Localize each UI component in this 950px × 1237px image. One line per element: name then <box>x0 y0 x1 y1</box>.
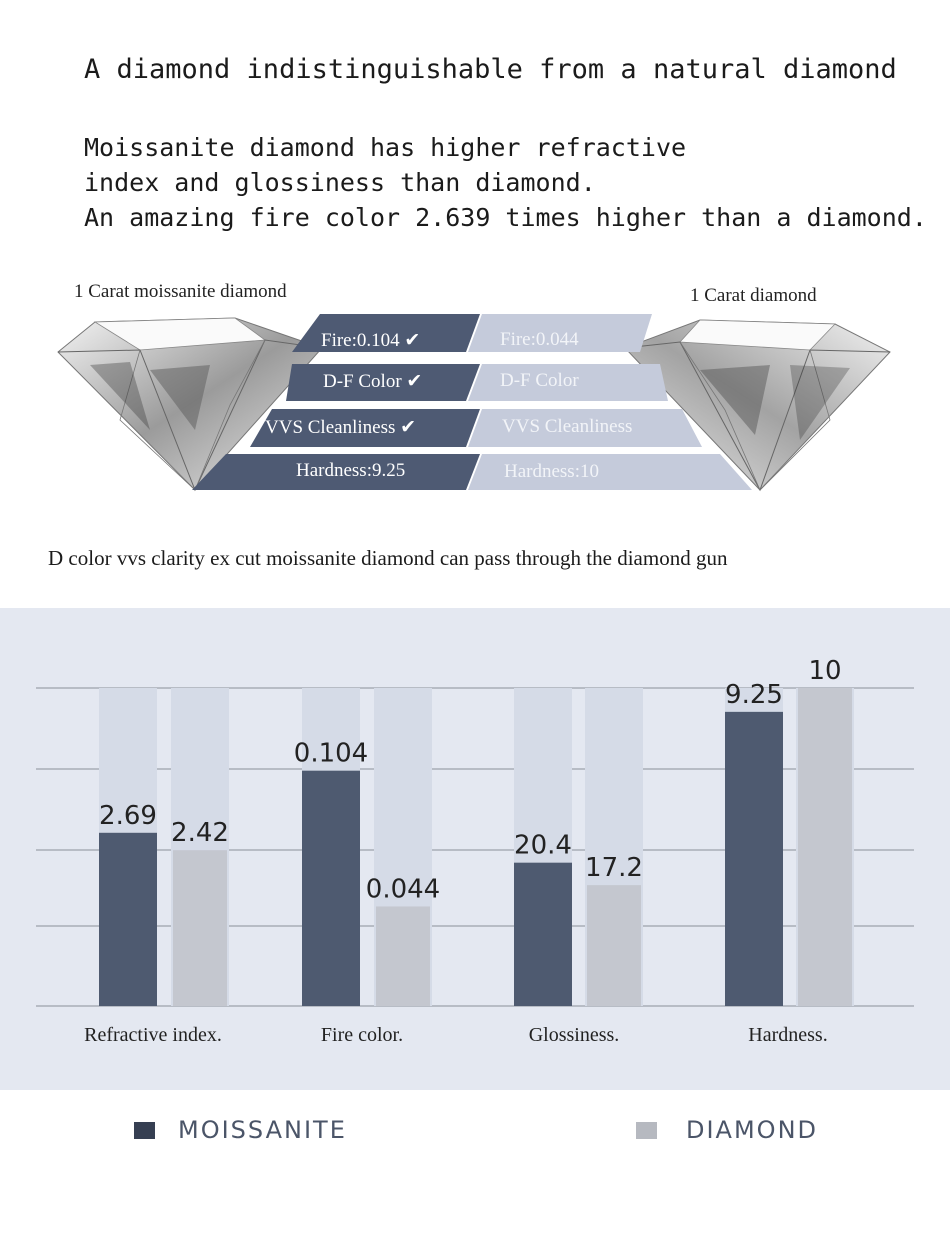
bar-diamond <box>376 906 430 1006</box>
intro-line: An amazing fire color 2.639 times higher than a diamond. <box>84 203 927 232</box>
data-label-moissanite: 20.4 <box>514 830 572 861</box>
data-label-diamond: 17.2 <box>585 853 643 884</box>
hardness-moissanite: Hardness:9.25 <box>296 460 406 481</box>
diamond-title: 1 Carat diamond <box>690 285 817 306</box>
fire-moissanite: Fire:0.104 ✔ <box>321 330 421 351</box>
bar-moissanite <box>99 833 157 1006</box>
bar-diamond <box>587 885 641 1006</box>
category-label: Hardness. <box>748 1024 828 1046</box>
comparison-graphic <box>0 310 950 500</box>
data-label-diamond: 0.044 <box>365 874 441 905</box>
data-label-diamond: 10 <box>808 656 842 686</box>
legend-swatch-diamond <box>636 1122 657 1139</box>
data-label-moissanite: 2.69 <box>99 800 157 831</box>
intro-text <box>84 130 927 235</box>
bar-chart <box>0 608 950 1090</box>
legend-label-moissanite: MOISSANITE <box>178 1116 347 1144</box>
legend-swatch-moissanite <box>134 1122 155 1139</box>
checkmark-icon: ✔ <box>400 417 417 438</box>
fire-diamond: Fire:0.044 <box>500 329 579 350</box>
data-label-moissanite: 9.25 <box>725 679 783 710</box>
clarity-moissanite: VVS Cleanliness ✔ <box>265 417 417 438</box>
bar-diamond <box>798 688 852 1006</box>
color-diamond: D-F Color <box>500 370 579 391</box>
data-label-diamond: 2.42 <box>171 818 229 849</box>
checkmark-icon: ✔ <box>406 371 423 392</box>
diamond-gun-note: D color vvs clarity ex cut moissanite diamond can pass through the diamond gun <box>48 546 728 570</box>
legend-label-diamond: DIAMOND <box>686 1116 819 1144</box>
bar-moissanite <box>514 863 572 1006</box>
bar-diamond <box>173 850 227 1006</box>
color-moissanite: D-F Color ✔ <box>323 371 423 392</box>
category-label: Glossiness. <box>528 1024 620 1046</box>
headline: A diamond indistinguishable from a natural diamond <box>84 54 897 85</box>
bar-moissanite <box>725 712 783 1006</box>
bar-moissanite <box>302 771 360 1006</box>
data-label-moissanite: 0.104 <box>293 738 369 769</box>
checkmark-icon: ✔ <box>404 330 421 351</box>
intro-line: index and glossiness than diamond. <box>84 168 596 197</box>
intro-line: Moissanite diamond has higher refractive <box>84 133 687 162</box>
category-label: Refractive index. <box>84 1024 222 1046</box>
category-label: Fire color. <box>320 1024 404 1046</box>
hardness-diamond: Hardness:10 <box>504 461 599 482</box>
moissanite-title: 1 Carat moissanite diamond <box>74 281 287 302</box>
clarity-diamond: VVS Cleanliness <box>502 416 633 437</box>
